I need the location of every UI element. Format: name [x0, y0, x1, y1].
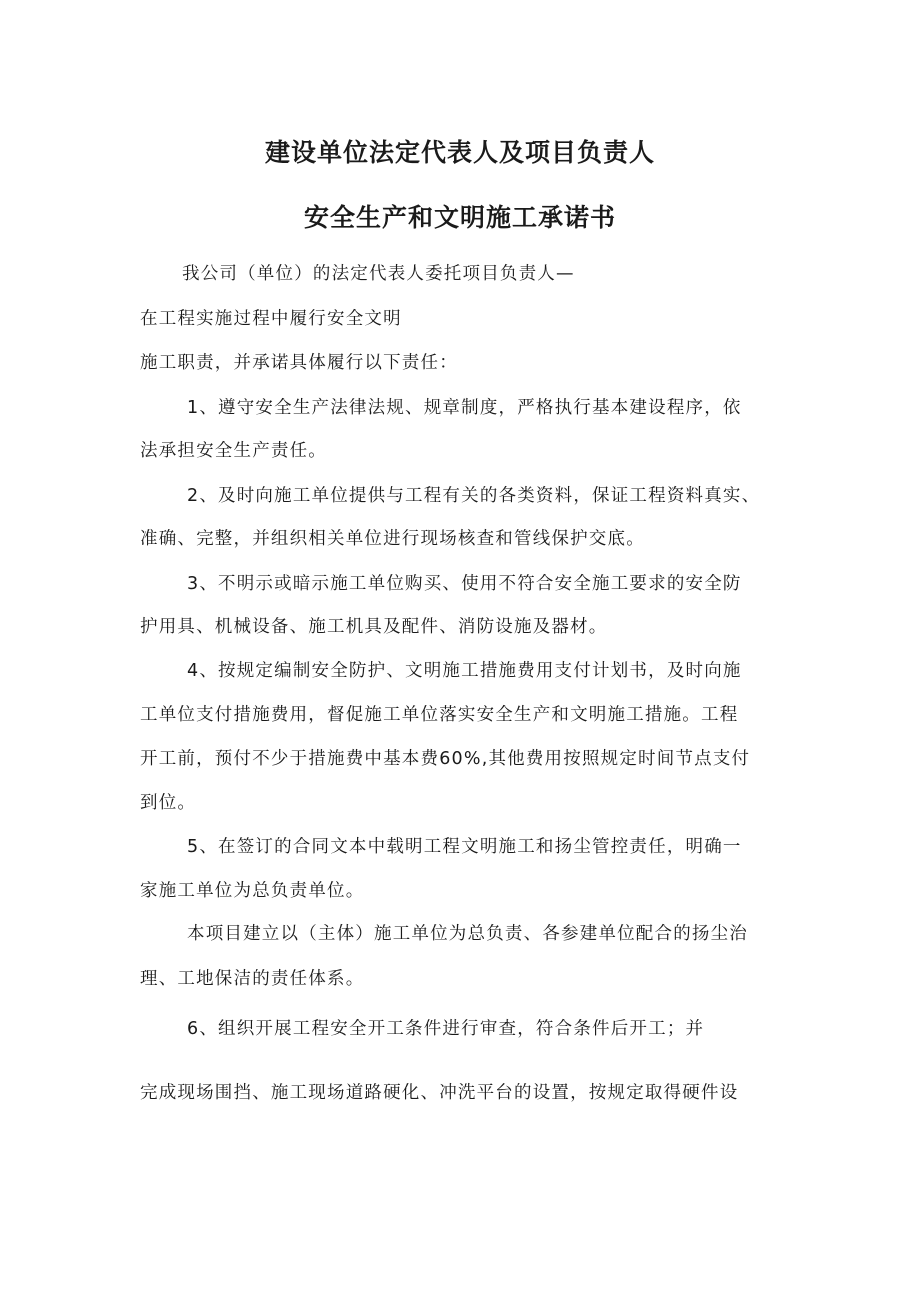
- paragraph-line: 2、及时向施工单位提供与工程有关的各类资料，保证工程资料真实、: [187, 486, 761, 506]
- paragraph-line: 5、在签订的合同文本中载明工程文明施工和扬尘管控责任，明确一: [187, 837, 742, 857]
- paragraph-line: 1、遵守安全生产法律法规、规章制度，严格执行基本建设程序，依: [187, 398, 742, 418]
- paragraph-line: 法承担安全生产责任。: [140, 441, 327, 461]
- paragraph-line: 本项目建立以（主体）施工单位为总负责、各参建单位配合的扬尘治: [187, 924, 748, 944]
- paragraph-line: 护用具、机械设备、施工机具及配件、消防设施及器材。: [140, 617, 608, 637]
- paragraph-line: 家施工单位为总负责单位。: [140, 881, 365, 901]
- paragraph-line: 在工程实施过程中履行安全文明: [140, 309, 402, 329]
- paragraph-line: 到位。: [140, 793, 197, 813]
- paragraph-line: 6、组织开展工程安全开工条件进行审查，符合条件后开工；并: [187, 1019, 705, 1039]
- paragraph-line: 准确、完整，并组织相关单位进行现场核查和管线保护交底。: [140, 529, 645, 549]
- paragraph-line: 完成现场围挡、施工现场道路硬化、冲洗平台的设置，按规定取得硬件设: [140, 1083, 739, 1103]
- paragraph-line: 开工前，预付不少于措施费中基本费60%,其他费用按照规定时间节点支付: [140, 749, 751, 769]
- document-title-line-2: 安全生产和文明施工承诺书: [303, 203, 616, 232]
- document-title-line-1: 建设单位法定代表人及项目负责人: [264, 138, 655, 167]
- paragraph-line: 4、按规定编制安全防护、文明施工措施费用支付计划书，及时向施: [187, 661, 742, 681]
- paragraph-line: 我公司（单位）的法定代表人委托项目负责人—: [182, 264, 575, 284]
- paragraph-line: 3、不明示或暗示施工单位购买、使用不符合安全施工要求的安全防: [187, 574, 742, 594]
- paragraph-line: 理、工地保洁的责任体系。: [140, 969, 365, 989]
- paragraph-line: 施工职责，并承诺具体履行以下责任：: [140, 353, 458, 373]
- paragraph-line: 工单位支付措施费用，督促施工单位落实安全生产和文明施工措施。工程: [140, 705, 739, 725]
